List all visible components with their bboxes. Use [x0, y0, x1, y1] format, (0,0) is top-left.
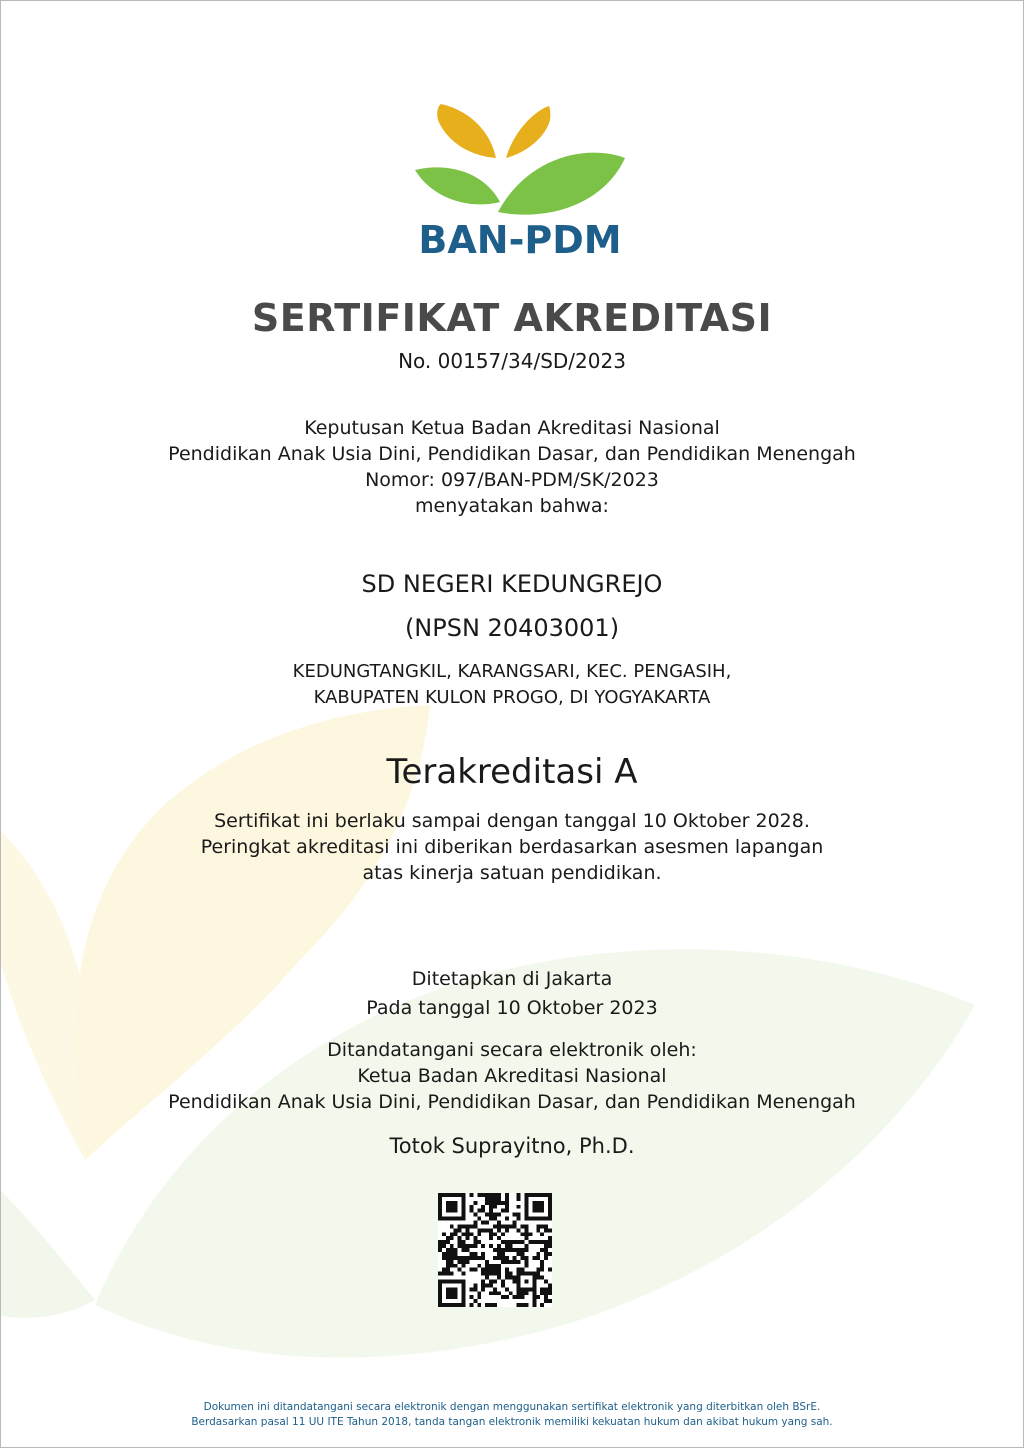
validity-line-1: Sertifikat ini berlaku sampai dengan tanggal 10 Oktober 2028.	[214, 810, 810, 832]
school-name: SD NEGERI KEDUNGREJO	[361, 570, 663, 598]
signer-name: Totok Suprayitno, Ph.D.	[389, 1134, 635, 1158]
issuance-place: Ditetapkan di Jakarta	[411, 968, 613, 990]
qr-code-icon[interactable]	[438, 1193, 552, 1307]
school-address-line-2: KABUPATEN KULON PROGO, DI YOGYAKARTA	[313, 687, 711, 708]
footer-line-1: Dokumen ini ditandatangani secara elektronik dengan menggunakan sertifikat elektronik yang diterbitkan oleh BSrE.	[203, 1401, 821, 1413]
footer-line-2: Berdasarkan pasal 11 UU ITE Tahun 2018, tanda tangan elektronik memiliki kekuatan hukum dan akibat hukum yang sah.	[191, 1416, 833, 1428]
validity-line-3: atas kinerja satuan pendidikan.	[362, 862, 662, 884]
certificate-title: SERTIFIKAT AKREDITASI	[251, 296, 773, 340]
decree-line-2: Pendidikan Anak Usia Dini, Pendidikan Dasar, dan Pendidikan Menengah	[168, 443, 856, 465]
logo-wordmark: BAN-PDM	[418, 218, 622, 262]
signed-by-line-1: Ditandatangani secara elektronik oleh:	[327, 1039, 697, 1061]
decree-line-3: Nomor: 097/BAN-PDM/SK/2023	[365, 469, 659, 491]
decree-line-4: menyatakan bahwa:	[415, 495, 609, 517]
decree-line-1: Keputusan Ketua Badan Akreditasi Nasional	[304, 417, 720, 439]
signed-by-line-2: Ketua Badan Akreditasi Nasional	[357, 1065, 667, 1087]
school-npsn: (NPSN 20403001)	[404, 614, 620, 642]
validity-line-2: Peringkat akreditasi ini diberikan berdasarkan asesmen lapangan	[200, 836, 824, 858]
accreditation-status: Terakreditasi A	[386, 752, 638, 792]
certificate-number: No. 00157/34/SD/2023	[398, 349, 626, 373]
signed-by-line-3: Pendidikan Anak Usia Dini, Pendidikan Dasar, dan Pendidikan Menengah	[168, 1091, 856, 1113]
school-address-line-1: KEDUNGTANGKIL, KARANGSARI, KEC. PENGASIH,	[292, 661, 732, 682]
issuance-date: Pada tanggal 10 Oktober 2023	[366, 997, 658, 1019]
